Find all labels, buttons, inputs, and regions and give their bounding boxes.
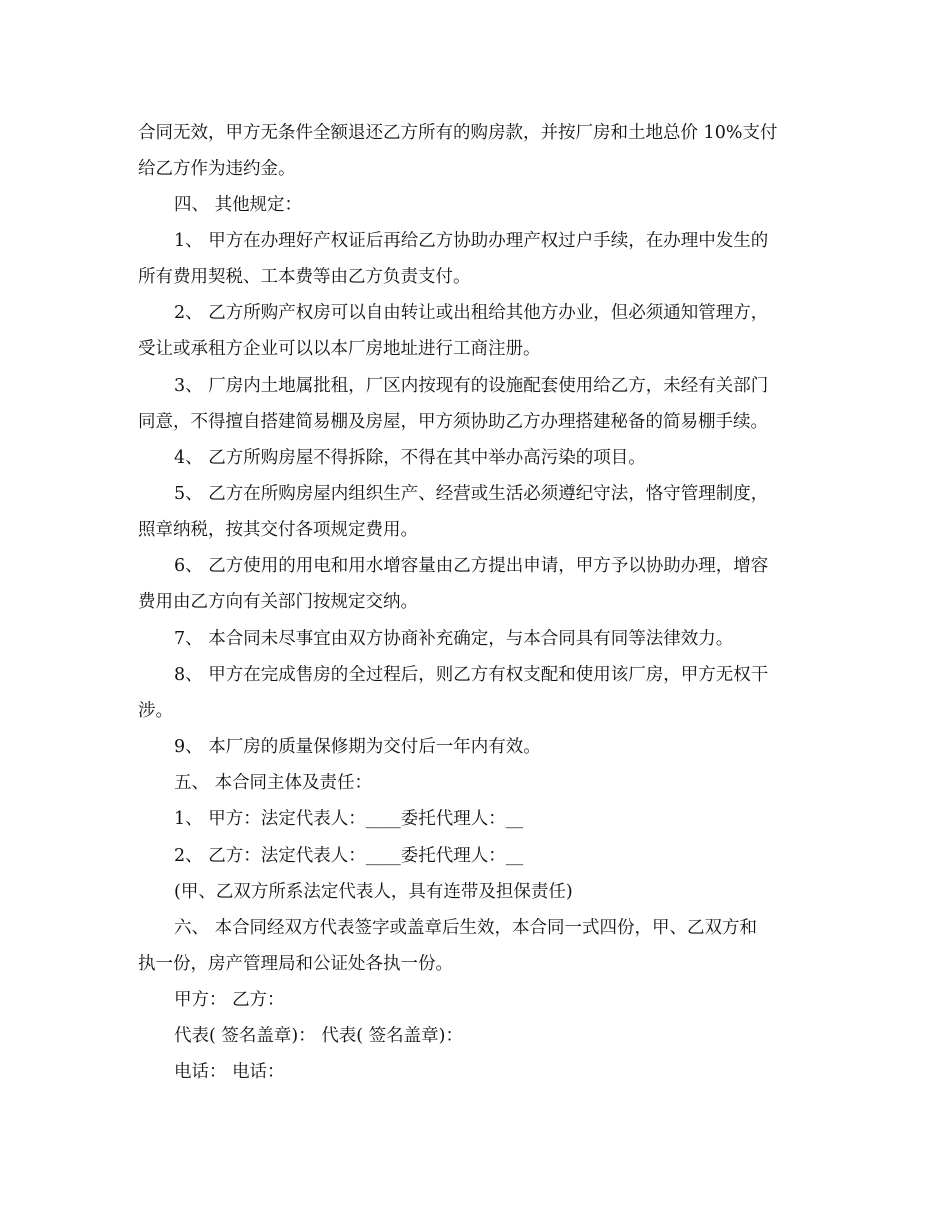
paragraph-line: 合同无效，甲方无条件全额退还乙方所有的购房款，并按厂房和土地总价 10%支付 [138, 123, 778, 143]
paragraph-line: 5、 乙方在所购房屋内组织生产、经营或生活必须遵纪守法，恪守管理制度， [174, 484, 769, 504]
paragraph-line: 给乙方作为违约金。 [138, 159, 296, 179]
section-heading: 五、 本合同主体及责任： [174, 773, 373, 793]
section-heading: 四、 其他规定： [174, 195, 303, 215]
paragraph-line: 9、 本厂房的质量保修期为交付后一年内有效。 [174, 737, 541, 757]
paragraph-line: 执一份，房产管理局和公证处各执一份。 [138, 954, 453, 974]
signature-phone-line: 电话： 电话： [174, 1062, 285, 1082]
paragraph-line: 1、 甲方在办理好产权证后再给乙方协助办理产权过户手续，在办理中发生的 [174, 231, 769, 251]
liability-note: (甲、乙双方所系法定代表人，具有连带及担保责任) [174, 882, 573, 902]
paragraph-line: 同意，不得擅自搭建简易棚及房屋，甲方须协助乙方办理搭建秘备的简易棚手续。 [138, 412, 768, 432]
paragraph-line: 受让或承租方企业可以以本厂房地址进行工商注册。 [138, 339, 541, 359]
signature-parties-line: 甲方： 乙方： [174, 990, 285, 1010]
paragraph-line: 6、 乙方使用的用电和用水增容量由乙方提出申请，甲方予以协助办理，增容 [174, 556, 769, 576]
section-heading: 六、 本合同经双方代表签字或盖章后生效，本合同一式四份，甲、乙双方和 [174, 918, 758, 938]
signature-representative-line: 代表( 签名盖章)： 代表( 签名盖章)： [174, 1026, 463, 1046]
paragraph-line: 费用由乙方向有关部门按规定交纳。 [138, 592, 418, 612]
party-a-representative-line: 1、 甲方：法定代表人：____委托代理人：__ [174, 809, 524, 829]
paragraph-line: 3、 厂房内土地属批租，厂区内按现有的设施配套使用给乙方，未经有关部门 [174, 376, 769, 396]
paragraph-line: 照章纳税，按其交付各项规定费用。 [138, 520, 418, 540]
party-b-representative-line: 2、 乙方：法定代表人：____委托代理人：__ [174, 846, 524, 866]
paragraph-line: 8、 甲方在完成售房的全过程后，则乙方有权支配和使用该厂房，甲方无权干 [174, 665, 769, 685]
paragraph-line: 2、 乙方所购产权房可以自由转让或出租给其他方办业，但必须通知管理方， [174, 303, 769, 323]
paragraph-line: 4、 乙方所购房屋不得拆除，不得在其中举办高污染的项目。 [174, 448, 646, 468]
paragraph-line: 所有费用契税、工本费等由乙方负责支付。 [138, 267, 471, 287]
paragraph-line: 涉。 [138, 701, 173, 721]
paragraph-line: 7、 本合同未尽事宜由双方协商补充确定，与本合同具有同等法律效力。 [174, 629, 734, 649]
